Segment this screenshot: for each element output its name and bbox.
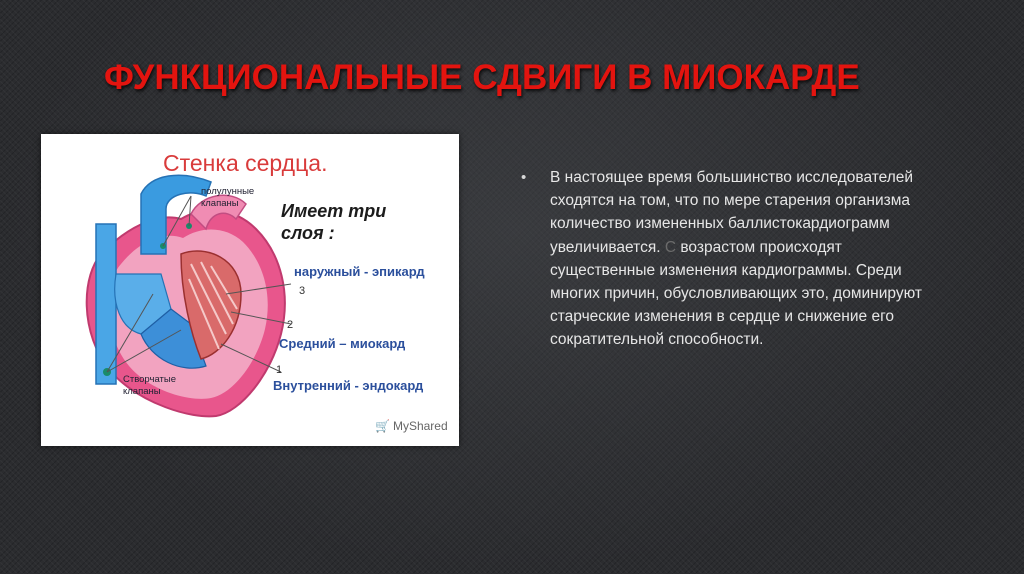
watermark-text: MyShared: [392, 419, 448, 433]
heart-wall-figure: [41, 134, 459, 446]
label-semilunar-valves: полулунные клапаны: [201, 186, 255, 209]
slide-title: ФУНКЦИОНАЛЬНЫЕ СДВИГИ В МИОКАРДЕ: [104, 58, 860, 97]
layer-number-2: 2: [287, 319, 294, 331]
layer-number-1: 1: [276, 364, 283, 376]
body-paragraph: [550, 166, 950, 352]
paragraph-faint-letter: С: [664, 238, 677, 256]
label-cusp-valves: Створчатые клапаны: [123, 374, 176, 397]
cart-icon: 🛒: [375, 419, 390, 433]
layer-label-epicardium: наружный - эпикард: [294, 264, 425, 279]
layer-label-myocardium: Средний – миокард: [279, 336, 406, 351]
paragraph-part-1: В настоящее время большинство исследователей сходятся на том, что по мере старения организма количество измененных баллистокардиограмм увеличивается.: [550, 169, 914, 256]
watermark: [375, 419, 448, 433]
paragraph-part-2: возрастом происходят существенные изменения кардиограммы. Среди многих причин, обусловливающих это, доминируют старческие изменения в сердце и снижение его сократительной способности.: [550, 238, 922, 349]
layer-number-3: 3: [299, 285, 306, 297]
vena-cava: [96, 224, 116, 384]
bullet-marker: •: [521, 169, 527, 186]
heart-illustration: [41, 134, 459, 446]
layer-label-endocardium: Внутренний - эндокард: [273, 378, 424, 393]
figure-caption: Стенка сердца.: [163, 150, 328, 176]
figure-lead: Имеет три слоя :: [281, 201, 387, 243]
